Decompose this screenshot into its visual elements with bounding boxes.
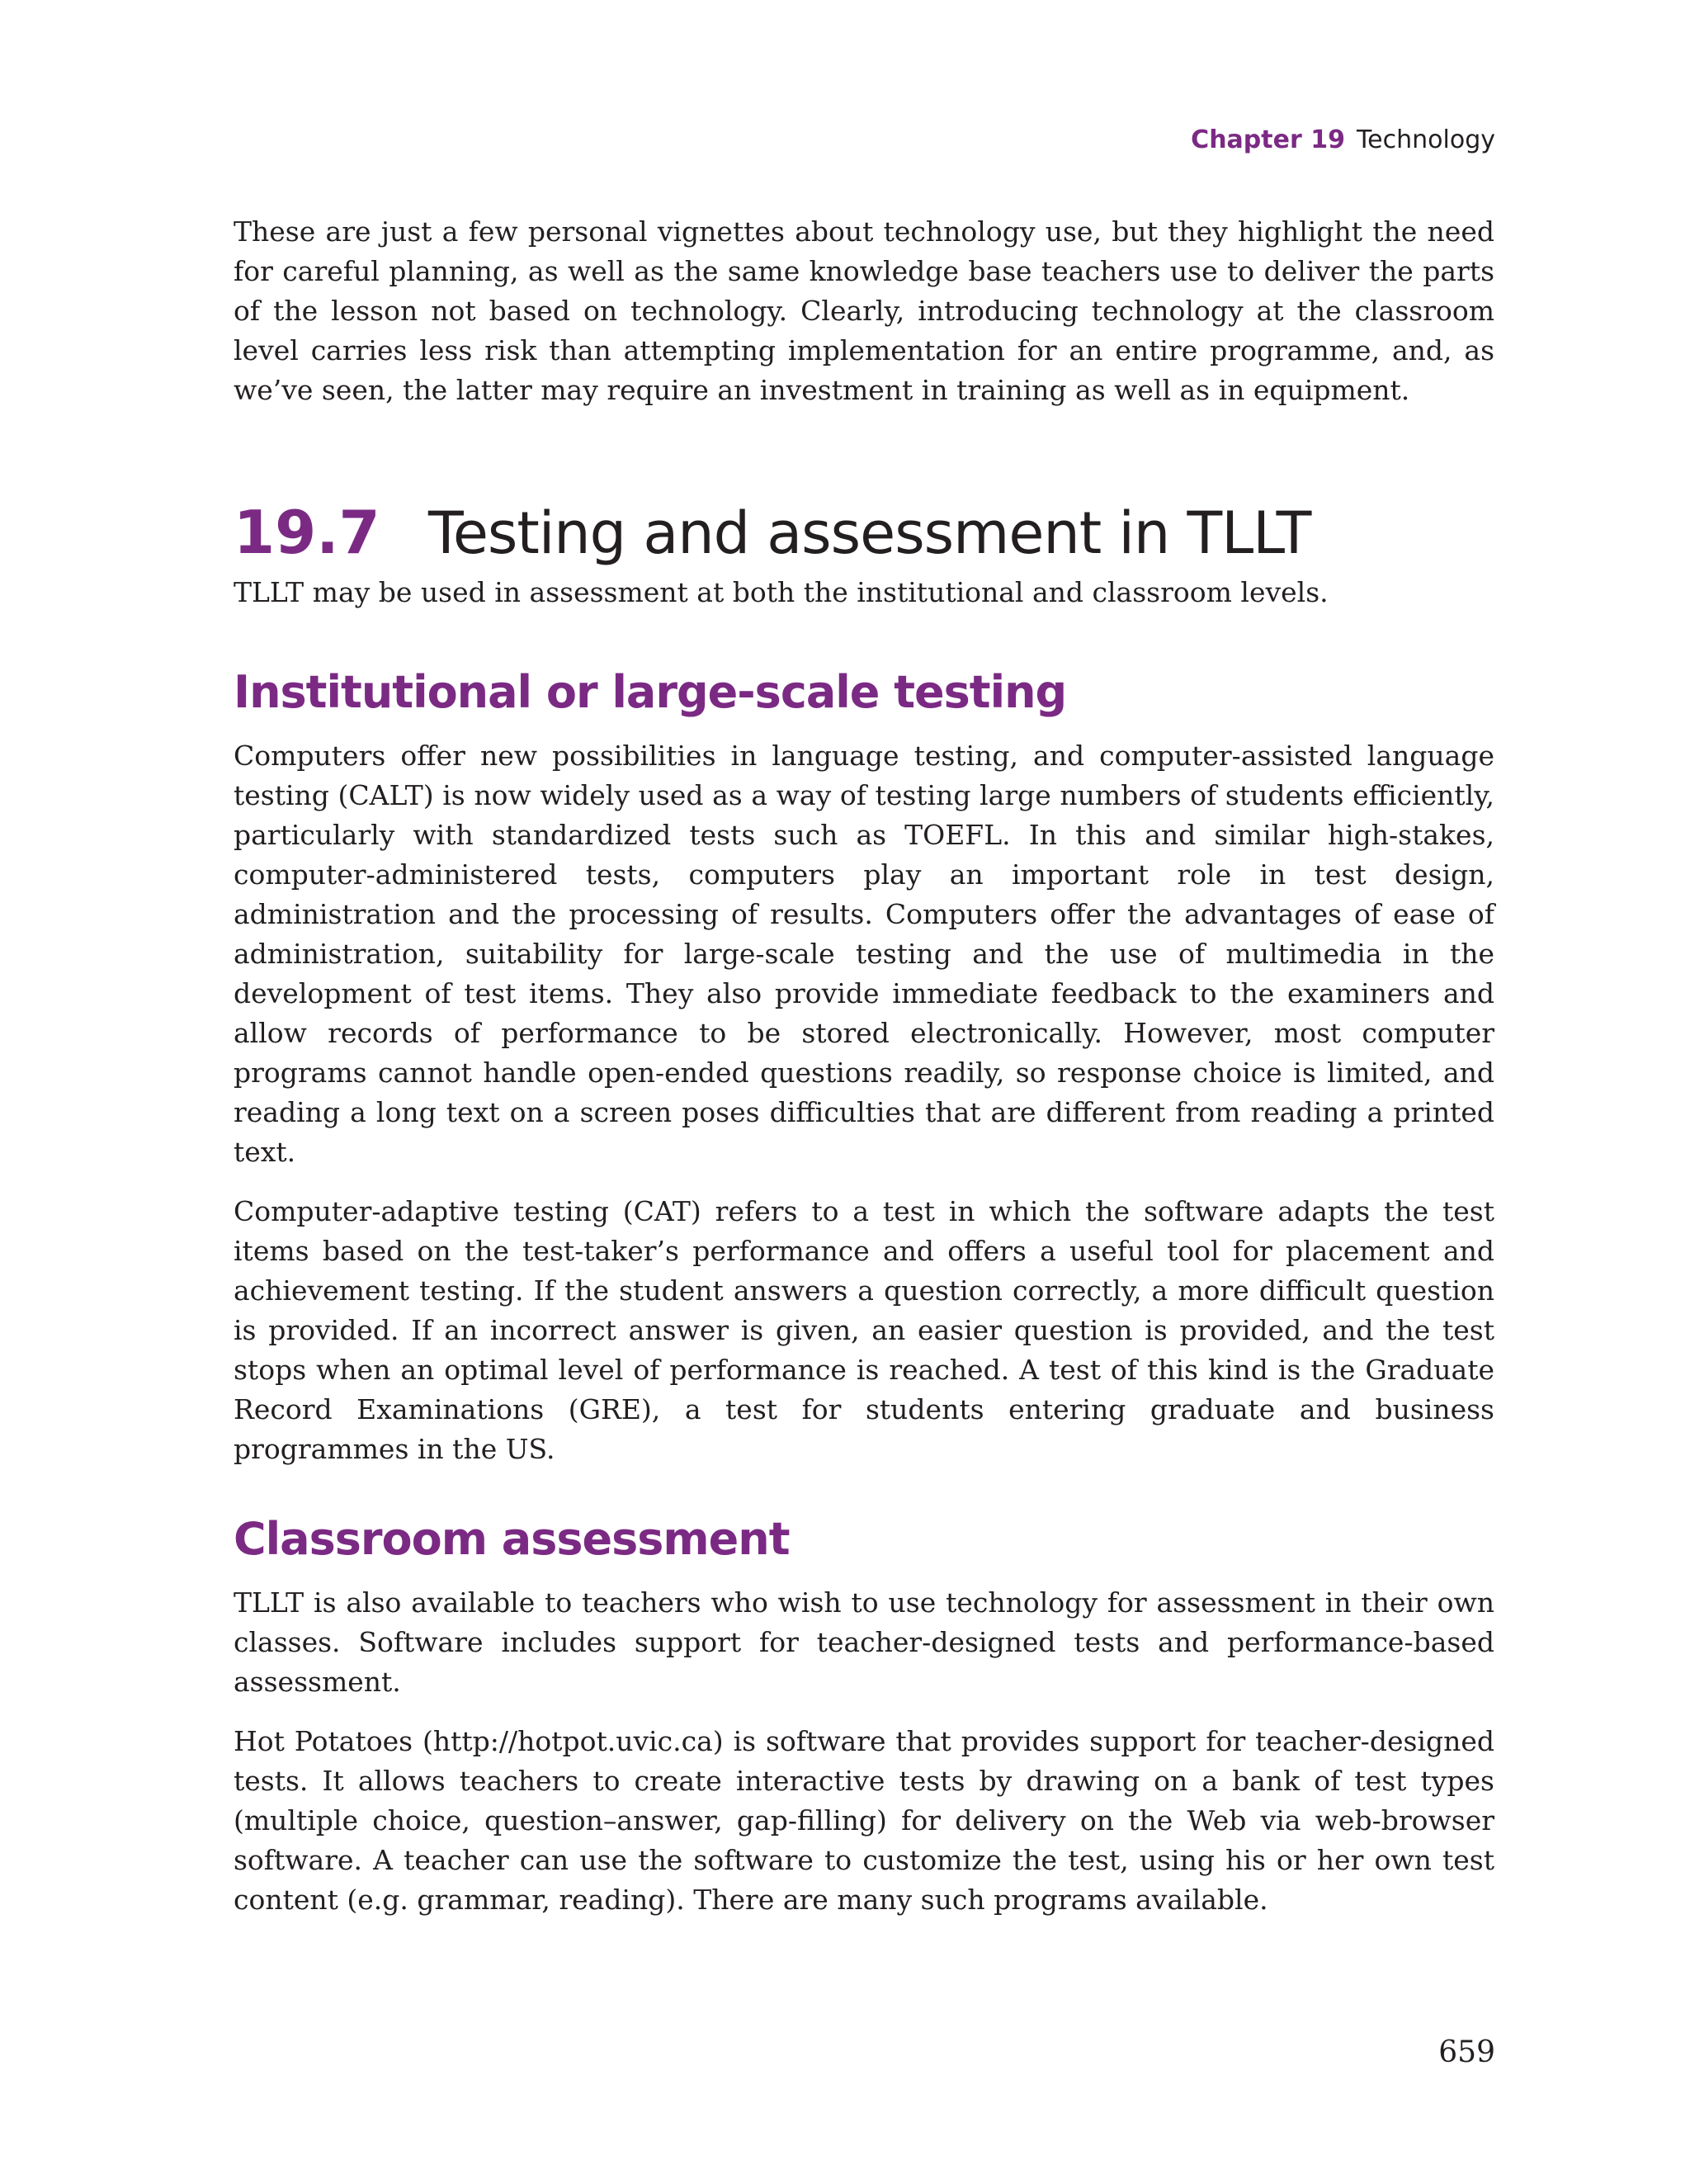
section-heading (234, 494, 1494, 571)
running-header (1191, 125, 1495, 154)
subsection-heading-classroom: Classroom assessment (234, 1513, 790, 1565)
page-body (234, 212, 1494, 1920)
chapter-label: Chapter 19 (1191, 125, 1345, 154)
section-intro-paragraph: TLLT may be used in assessment at both the institutional and classroom levels. (234, 576, 1329, 608)
cat-paragraph: Computer-adaptive testing (CAT) refers to a test in which the software adapts the test items based on the test-taker’s performance and offers a useful tool for placement and achievement testing. If the student answers a question correctly, a more difficult question is provided. If an incorrect answer is given, an easier question is provided, and the test stops when an optimal level of performance is reached. A test of this kind is the Graduate Record Examinations (GRE), a test for students entering graduate and business programmes in the US. (234, 1195, 1494, 1465)
section-title: Testing and assessment in TLLT (428, 499, 1311, 567)
chapter-title: Technology (1356, 125, 1495, 154)
classroom-paragraph: TLLT is also available to teachers who wish to use technology for assessment in their own classes. Software includes support for teacher-designed tests and performance-based assessment. (234, 1586, 1494, 1698)
page-number: 659 (1438, 2035, 1495, 2069)
calt-paragraph: Computers offer new possibilities in language testing, and computer-assisted language testing (CALT) is now widely used as a way of testing large numbers of students efficiently, particularly with standardized tests such as TOEFL. In this and similar high-stakes, computer-administered tests, computers play an important role in test design, administration and the processing of results. Computers offer the advantages of ease of administration, suitability for large-scale testing and the use of multimedia in the development of test items. They also provide immediate feedback to the examiners and allow records of performance to be stored electronically. However, most computer programs cannot handle open-ended questions readily, so response choice is limited, and reading a long text on a screen poses difficulties that are different from reading a printed text. (234, 740, 1494, 1168)
section-number: 19.7 (234, 498, 380, 567)
intro-paragraph: These are just a few personal vignettes about technology use, but they highlight the need for careful planning, as well as the same knowledge base teachers use to deliver the parts of the lesson not based on technology. Clearly, introducing technology at the classroom level carries less risk than attempting implementation for an entire programme, and, as we’ve seen, the latter may require an investment in training as well as in equipment. (234, 215, 1494, 406)
subsection-heading-institutional: Institutional or large-scale testing (234, 666, 1067, 718)
hot-potatoes-paragraph: Hot Potatoes (http://hotpot.uvic.ca) is software that provides support for teacher-designed tests. It allows teachers to create interactive tests by drawing on a bank of test types (multiple choice, question–answer, gap-filling) for delivery on the Web via web-browser software. A teacher can use the software to customize the test, using his or her own test content (e.g. grammar, reading). There are many such programs available. (234, 1725, 1494, 1916)
